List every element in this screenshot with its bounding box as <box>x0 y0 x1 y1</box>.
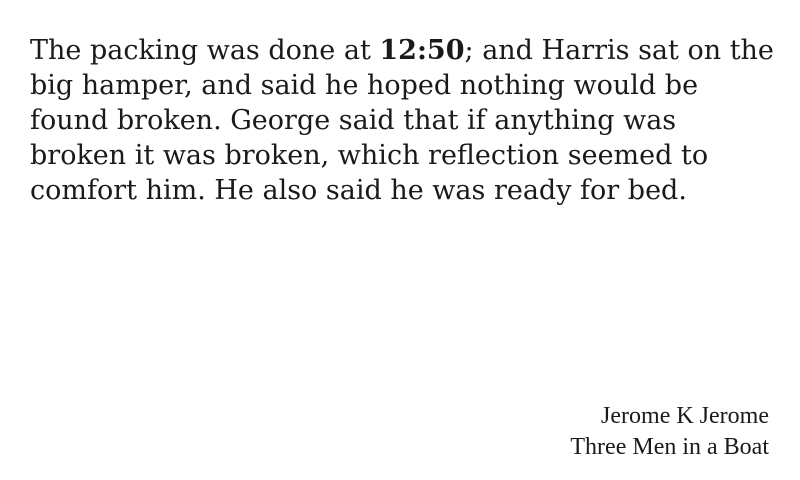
quote-time: 12:50 <box>379 35 465 66</box>
book-title: Three Men in a Boat <box>570 434 769 460</box>
quote-text-before-time: The packing was done at <box>30 35 380 66</box>
attribution <box>570 401 769 463</box>
quote-text-after-time: ; and Harris sat on the big hamper, and said he hoped nothing would be found broken. George said that if anything was broken it was broken, which reflection seemed to comfort him. He also said he was ready for bed. <box>30 35 774 206</box>
quote-text <box>30 33 775 208</box>
author-name: Jerome K Jerome <box>601 403 769 429</box>
